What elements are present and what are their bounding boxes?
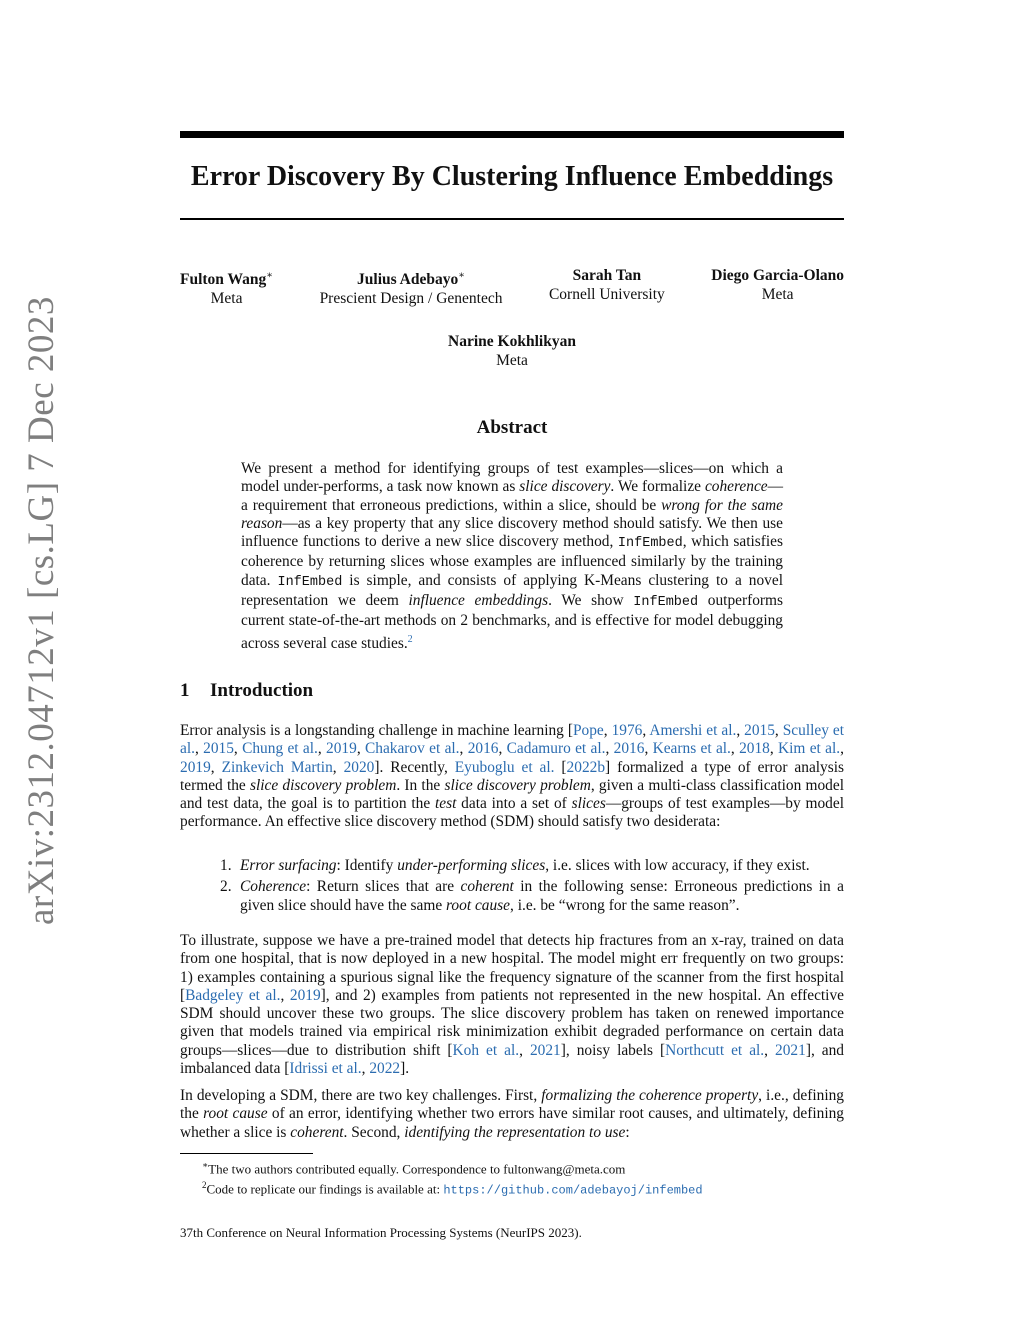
citation-link[interactable]: Badgeley et al. (185, 986, 281, 1004)
section-title: Introduction (210, 680, 314, 701)
citation-link[interactable]: 2019 (180, 758, 211, 776)
author-affiliation: Meta (761, 286, 794, 303)
citation-link[interactable]: Zinkevich Martin (221, 758, 333, 776)
author-block (549, 266, 665, 308)
citation-link[interactable]: 2021 (529, 1041, 561, 1059)
citation-link[interactable]: 2019 (289, 986, 321, 1004)
paragraph: Error analysis is a longstanding challenge in machine learning [Pope, 1976, Amershi et al., 2015, Sculley et al., 2015, Chung et al., 2019, Chakarov et al., 2016, Cadamuro et al., 2016, Kearns et al., 2018, Kim et al., 2019, Zinkevich Martin, 2020]. Recently, Eyuboglu et al. [2022b] formalized a type of error analysis termed the slice discovery problem. In the slice discovery problem, given a multi-class classification model and test data, the goal is to partition the test data into a set of slices—groups of test examples—by model performance. An effective slice discovery method (SDM) should satisfy two desiderata: (180, 722, 844, 831)
citation-link[interactable]: Northcutt et al. (665, 1041, 765, 1059)
author-block (711, 266, 844, 308)
citation-link[interactable]: 2015 (744, 722, 775, 739)
citation-link[interactable]: Kearns et al. (652, 740, 731, 758)
paragraph: To illustrate, suppose we have a pre-trained model that detects hip fractures from an x-ray, trained on data from one hospital, that is now deployed in a new hospital. The model might err frequently on two groups: 1) examples containing a spurious signal like the frequency signature of the scanner from the first hospital [Badgeley et al., 2019], and 2) examples from patients not represented in the new hospital. An effective SDM should uncover these two groups. The slice discovery problem has taken on renewed importance given that models trained via empirical risk minimization exhibit degraded performance on certain data groups—slices—due to distribution shift [Koh et al., 2021], noisy labels [Northcutt et al., 2021], and imbalanced data [Idrissi et al., 2022]. (180, 932, 845, 1078)
section-number: 1 (180, 680, 190, 701)
section-heading (180, 680, 313, 702)
abstract-text: We present a method for identifying groups of test examples—slices—on which a model under-performs, a task now known as slice discovery. We formalize coherence—a requirement that erroneous predictions, within a slice, should be wrong for the same reason—as a key property that any slice discovery method should satisfy. We then use influence functions to derive a new slice discovery method, InfEmbed, which satisfies coherence by returning slices whose examples are influenced similarly by the training data. InfEmbed is simple, and consists of applying K-Means clustering to a novel representation we deem influence embeddings. We show InfEmbed outperforms current state-of-the-art methods on 2 benchmarks, and is effective for model debugging across several case studies.$^2$ (241, 460, 784, 652)
author-name: Narine Kokhlikyan (448, 333, 576, 350)
author-name: Diego Garcia-Olano (711, 267, 844, 284)
author-affiliation: Meta (210, 290, 243, 308)
title-rule-top (180, 131, 844, 138)
author-affiliation: Prescient Design / Genentech (319, 290, 503, 308)
citation-link[interactable]: Amershi et al. (649, 722, 737, 739)
list-item: 2. Coherence: Return slices that are coherent in the following sense: Erroneous predictions in a given slice should have the same root cause, i.e. be “wrong for the same reason”. (220, 878, 844, 914)
footnote: $^2$Code to replicate our findings is available at: https://github.com/adebayoj/infembed (202, 1180, 703, 1198)
citation-link[interactable]: 2016 (613, 740, 645, 758)
citation-link[interactable]: Cadamuro et al. (506, 740, 606, 758)
list-marker: 2. (220, 878, 232, 896)
citation-link[interactable]: 1976 (611, 722, 643, 739)
citation-link[interactable]: Eyuboglu et al. (454, 758, 555, 776)
citation-link[interactable]: 2016 (467, 740, 499, 758)
author-affiliation: Cornell University (548, 286, 665, 303)
author-block (180, 266, 273, 308)
footnote-rule (180, 1153, 313, 1154)
equal-contribution-mark: ∗ (458, 270, 466, 281)
author-block (180, 332, 844, 370)
title-rule-bottom (180, 218, 844, 220)
citation-link[interactable]: 2015 (203, 740, 234, 758)
method-name: InfEmbed (617, 536, 683, 552)
equal-contribution-mark: ∗ (266, 270, 274, 281)
citation-link[interactable]: Kim et al. (778, 740, 841, 758)
citation-link[interactable]: 2018 (739, 740, 770, 758)
citation-link[interactable]: Idrissi et al. (289, 1060, 362, 1078)
citation-link[interactable]: Sculley et al. (180, 722, 844, 758)
desiderata-list (180, 857, 844, 918)
arxiv-identifier: arXiv:2312.04712v1 [cs.LG] 7 Dec 2023 (21, 296, 62, 925)
footnote-link[interactable]: 2 (407, 633, 413, 645)
author-name: Julius Adebayo (357, 271, 459, 289)
citation-link[interactable]: 2022b (566, 758, 606, 776)
author-name: Sarah Tan (572, 267, 642, 284)
footnote: ∗The two authors contributed equally. Correspondence to fultonwang@meta.com (202, 1160, 626, 1177)
abstract-heading: Abstract (476, 417, 548, 438)
citation-link[interactable]: 2020 (343, 758, 375, 776)
citation-link[interactable]: Chakarov et al. (364, 740, 460, 758)
author-list (180, 266, 844, 308)
citation-link[interactable]: 2022 (369, 1060, 401, 1078)
citation-link[interactable]: 2019 (326, 740, 357, 758)
citation-link[interactable]: 2021 (775, 1041, 806, 1059)
venue-note: 37th Conference on Neural Information Processing Systems (NeurIPS 2023). (180, 1225, 582, 1240)
footnotes (202, 1157, 844, 1200)
method-name: InfEmbed (277, 574, 343, 590)
citation-link[interactable]: Chung et al. (242, 740, 318, 758)
code-repo-link[interactable]: https://github.com/adebayoj/infembed (443, 1183, 703, 1198)
list-item: 1. Error surfacing: Identify under-performing slices, i.e. slices with low accuracy, if they exist. (220, 857, 810, 874)
author-name: Fulton Wang (180, 271, 267, 289)
list-marker: 1. (220, 857, 232, 874)
citation-link[interactable]: Koh et al. (452, 1041, 520, 1059)
method-name: InfEmbed (633, 595, 699, 611)
author-block (320, 266, 503, 308)
author-affiliation: Meta (496, 352, 528, 369)
paragraph: In developing a SDM, there are two key challenges. First, formalizing the coherence property, i.e., defining the root cause of an error, identifying whether two errors have similar root causes, and ultimately, defining whether a slice is coherent. Second, identifying the representation to use: (180, 1087, 845, 1141)
citation-link[interactable]: Pope (572, 722, 604, 739)
paper-title: Error Discovery By Clustering Influence Embeddings (190, 161, 834, 192)
